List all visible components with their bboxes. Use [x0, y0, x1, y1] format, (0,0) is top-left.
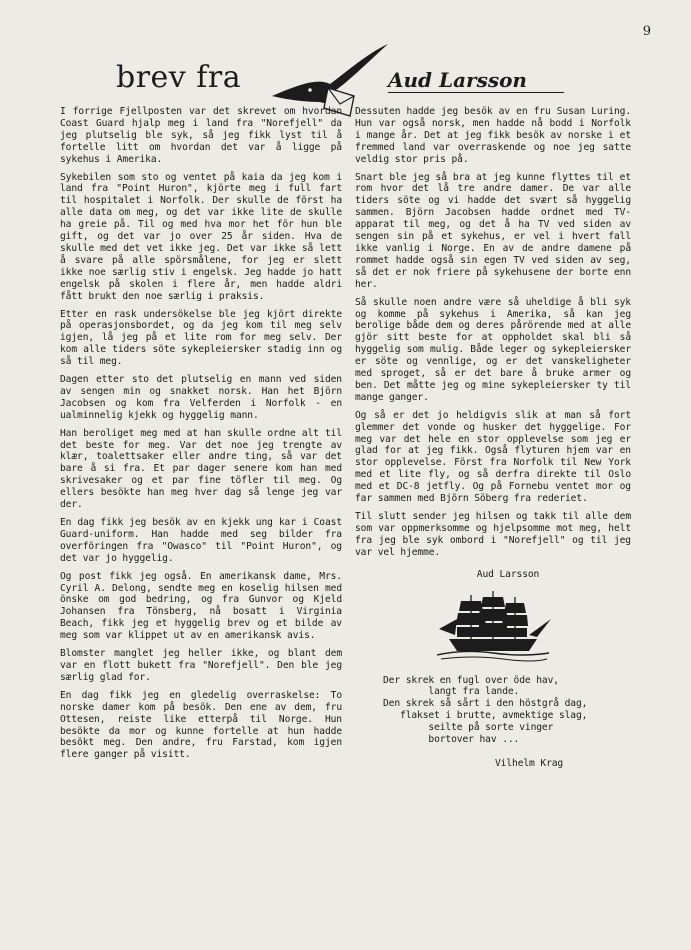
paragraph: Til slutt sender jeg hilsen og takk til alle dem som var oppmerksomme og hjelpsomme mot meg, helt fra jeg ble syk ombord i "Norefjell" og til jeg var vel hjemme. [355, 511, 631, 558]
poem-line: seilte på sorte vinger [383, 722, 554, 734]
signature: Aud Larsson [476, 568, 540, 580]
paragraph: Så skulle noen andre være så uheldige å bli syk og komme på sykehus i Amerika, så kan jeg berolige både dem og deres pårörende med at alle gjör sitt beste for at oppholdet skal bli så hyggelig som mulig. Både leger og sykepleiersker er söte og vennlige, og er det vanskeligheter med sproget, så er det bare å bruke armer og ben. Det måtte jeg og mine sykepleiersker ty til mange ganger. [355, 296, 631, 403]
right-column [355, 106, 631, 770]
paragraph: Sykebilen som sto og ventet på kaia da jeg kom i land fra "Point Huron", kjörte meg i full fart til hospitalet i Norfolk. Der skulle de först ha alle data om meg, og det var ikke lite de skulle ha greie på. Til og med hva mor het för hun ble gift, og det var jo over 25 år siden. Hva de skulle med det vet ikke jeg. Det var ikke så lett å svare på alle spörsmålene, for jeg er slett ikke noe særlig stiv i engelsk. Jeg hadde jo hatt engelsk på skolen i flere år, men hadde aldri fått brukt den noe særlig i praksis. [60, 171, 342, 302]
header-prefix: brev fra [116, 60, 242, 95]
header-author: Aud Larsson [388, 68, 527, 92]
paragraph: Han beroliget meg med at han skulle ordne alt til det beste for meg. Var det noe jeg trengte av klær, toalettsaker eller andre ting, så var det bare å si fra. Et par dager senere kom han med skrivesaker og et par fine töfler til meg. Og ellers besökte han meg hver dag så lenge jeg var der. [60, 427, 342, 511]
poem-line: Den skrek så sårt i den höstgrå dag, [383, 698, 588, 710]
left-column [60, 106, 342, 767]
paragraph: En dag fikk jeg en gledelig overraskelse: To norske damer kom på besök. Den ene av dem, fru Ottesen, reiste like etterpå til Norge. Hun besökte da mor og kunne fortelle at hun hadde besökt meg. Den andre, fru Farstad, kom igjen flere ganger på visitt. [60, 689, 342, 761]
sailing-ship-icon [433, 589, 553, 663]
poem-line: flakset i brutte, avmektige slag, [383, 710, 588, 722]
paragraph: I forrige Fjellposten var det skrevet om hvordan Coast Guard hjalp meg i land fra "Norefjell" da jeg plutselig ble syk, så jeg fikk lyst til å fortelle litt om hvordan det var å ligge på sykehus i Amerika. [60, 106, 342, 165]
paragraph: Etter en rask undersökelse ble jeg kjört direkte på operasjonsbordet, og da jeg kom til meg selv igjen, lå jeg på et lite rom for meg selv. Der kom alle tiders söte sykepleiersker stadig inn og så til meg. [60, 308, 342, 368]
page-number: 9 [642, 24, 651, 39]
paragraph: Snart ble jeg så bra at jeg kunne flyttes til et rom hvor det lå tre andre damer. De var alle tiders söte og vi hadde det svært så hyggelig sammen. Björn Jacobsen hadde ordnet med TV-apparat til meg, og det å ha TV ved siden av sengen sin på et sykehus, er vel i hvert fall ikke vanlig i Norge. En av de andre damene på rommet hadde også sin egen TV ved siden av seg, så det er nok friere på sykehusene der borte enn her. [355, 171, 631, 290]
paragraph: Dagen etter sto det plutselig en mann ved siden av sengen min og snakket norsk. Han het Björn Jacobsen og kom fra Velferden i Norfolk - en ualminnelig kjekk og hyggelig mann. [60, 374, 342, 421]
poem-line: bortover hav ... [383, 734, 520, 746]
paragraph: Blomster manglet jeg heller ikke, og blant dem var en flott bukett fra "Norefjell". Den ble jeg særlig glad for. [60, 648, 342, 683]
paragraph: Og så er det jo heldigvis slik at man så fort glemmer det vonde og husker det hyggelige. For meg var det hele en stor opplevelse som jeg er glad for at jeg fikk. Også flyturen hjem var en stor opplevelse. Först fra Norfolk til New York med et lite fly, og så derfra direkte til Oslo med et DC-8 jetfly. Og på Fornebu ventet mor og far sammen med Björn Söberg fra rederiet. [355, 409, 631, 505]
poem-line: langt fra lande. [383, 686, 520, 698]
poem-line: Der skrek en fugl over öde hav, [383, 674, 559, 686]
paragraph: Dessuten hadde jeg besök av en fru Susan Luring. Hun var også norsk, men hadde nå bodd i Norfolk i mange år. Det at jeg fikk besök av norske i et fremmed land var overraskende og noe jeg satte veldig stor pris på. [355, 106, 631, 165]
poem-author: Vilhelm Krag [495, 757, 564, 769]
header-underline [388, 92, 564, 93]
paragraph: Og post fikk jeg også. En amerikansk dame, Mrs. Cyril A. Delong, sendte meg en koselig hilsen med önske om god bedring, og fra Gunvor og Kjeld Johansen fra Tönsberg, nå bosatt i Virginia Beach, fikk jeg et hyggelig brev og et bilde av meg som var klippet ut av en amerikansk avis. [60, 570, 342, 642]
paragraph: En dag fikk jeg besök av en kjekk ung kar i Coast Guard-uniform. Han hadde med seg bilder fra overföringen fra "Owasco" til "Point Huron", og det var jo hyggelig. [60, 517, 342, 564]
poem [355, 675, 631, 746]
